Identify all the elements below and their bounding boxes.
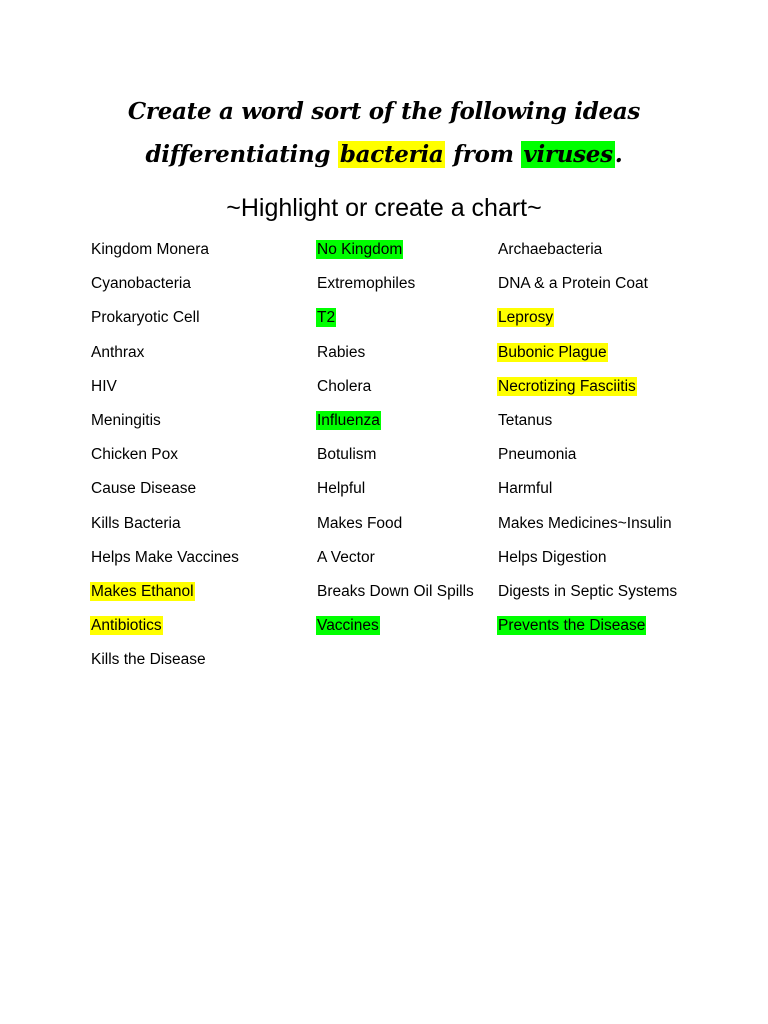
word-cell	[90, 336, 145, 370]
word-row	[90, 507, 750, 541]
word-item: Archaebacteria	[498, 241, 603, 258]
word-item: Bubonic Plague	[498, 343, 607, 361]
word-cell	[90, 267, 192, 301]
word-cell	[497, 643, 499, 677]
page-title-line-2	[0, 135, 768, 175]
word-row	[90, 370, 750, 404]
subtitle: ~Highlight or create a chart~	[226, 194, 542, 222]
word-item: Helps Digestion	[498, 548, 607, 566]
word-cell	[497, 438, 577, 472]
word-item: Tetanus	[498, 411, 553, 429]
word-cell	[316, 507, 403, 541]
word-cell	[497, 541, 608, 575]
word-item: Cyanobacteria	[91, 275, 191, 293]
word-item: Vaccines	[317, 617, 379, 635]
word-item: HIV	[91, 377, 117, 395]
word-item: Kills the Disease	[91, 651, 206, 669]
word-cell	[316, 233, 403, 267]
word-row	[90, 336, 750, 370]
word-item: Makes Medicines~Insulin	[498, 514, 672, 532]
word-cell	[497, 609, 646, 643]
word-cell	[90, 541, 240, 575]
word-row	[90, 404, 750, 438]
word-row	[90, 541, 750, 575]
word-cell	[90, 301, 201, 335]
word-item: Influenza	[317, 411, 380, 429]
word-item: Chicken Pox	[91, 446, 179, 464]
viruses-highlight-word: viruses	[523, 141, 613, 168]
word-cell	[497, 336, 608, 370]
word-item: Meningitis	[91, 411, 161, 429]
word-cell	[90, 233, 210, 267]
word-item: Helpful	[317, 480, 366, 498]
word-row	[90, 643, 750, 677]
word-cell	[497, 267, 649, 301]
word-cell	[497, 472, 553, 506]
title-prefix-text: differentiating	[145, 141, 338, 168]
word-item: Digests in Septic Systems	[498, 582, 678, 600]
word-cell	[316, 301, 336, 335]
word-cell	[90, 370, 118, 404]
word-cell	[497, 301, 554, 335]
word-cell	[316, 336, 366, 370]
word-item: Antibiotics	[91, 617, 162, 635]
word-item: DNA & a Protein Coat	[498, 275, 648, 293]
word-item: Necrotizing Fasciitis	[498, 377, 636, 395]
word-cell	[90, 643, 207, 677]
word-item: Prokaryotic Cell	[91, 309, 200, 327]
word-sort-grid	[90, 233, 750, 677]
word-item: Kills Bacteria	[91, 514, 181, 532]
word-row	[90, 438, 750, 472]
word-item: Harmful	[498, 480, 553, 498]
word-cell	[497, 233, 603, 267]
word-cell	[316, 575, 475, 609]
title-line-1-text: Create a word sort of the following ideas	[127, 98, 641, 125]
word-item: Cause Disease	[91, 480, 197, 498]
word-item: Kingdom Monera	[91, 241, 210, 258]
word-item: Prevents the Disease	[498, 617, 646, 635]
word-item: A Vector	[317, 548, 375, 566]
word-item: Rabies	[317, 343, 366, 361]
word-item	[497, 650, 499, 669]
bacteria-highlight-word: bacteria	[339, 141, 444, 168]
word-cell	[316, 609, 380, 643]
word-cell	[316, 438, 377, 472]
word-row	[90, 472, 750, 506]
word-cell	[90, 575, 195, 609]
word-cell	[90, 438, 179, 472]
word-item: Breaks Down Oil Spills	[317, 582, 474, 600]
word-row	[90, 575, 750, 609]
word-item: T2	[317, 309, 336, 327]
word-cell	[316, 370, 372, 404]
word-item: Makes Ethanol	[91, 582, 194, 600]
word-cell	[90, 472, 197, 506]
word-row	[90, 609, 750, 643]
word-cell	[316, 472, 366, 506]
word-cell	[90, 609, 163, 643]
word-cell	[497, 575, 678, 609]
word-item: Leprosy	[498, 309, 554, 327]
word-row	[90, 267, 750, 301]
word-item: No Kingdom	[317, 241, 403, 258]
word-row	[90, 233, 750, 267]
word-item: Helps Make Vaccines	[91, 548, 239, 566]
title-middle-text: from	[445, 141, 522, 168]
word-cell	[316, 541, 376, 575]
word-item: Botulism	[317, 446, 377, 464]
word-cell	[90, 404, 162, 438]
word-row	[90, 301, 750, 335]
word-cell	[316, 267, 416, 301]
word-cell	[90, 507, 182, 541]
word-item: Anthrax	[91, 343, 145, 361]
title-suffix-text: .	[614, 141, 623, 168]
word-item: Makes Food	[317, 514, 403, 532]
word-item	[316, 650, 318, 669]
page-title-line-1	[0, 92, 768, 132]
word-cell	[497, 370, 637, 404]
word-cell	[316, 404, 381, 438]
word-cell	[497, 507, 673, 541]
word-item: Extremophiles	[317, 275, 416, 293]
word-cell	[316, 643, 318, 677]
word-item: Cholera	[317, 377, 372, 395]
word-item: Pneumonia	[498, 446, 577, 464]
word-cell	[497, 404, 553, 438]
